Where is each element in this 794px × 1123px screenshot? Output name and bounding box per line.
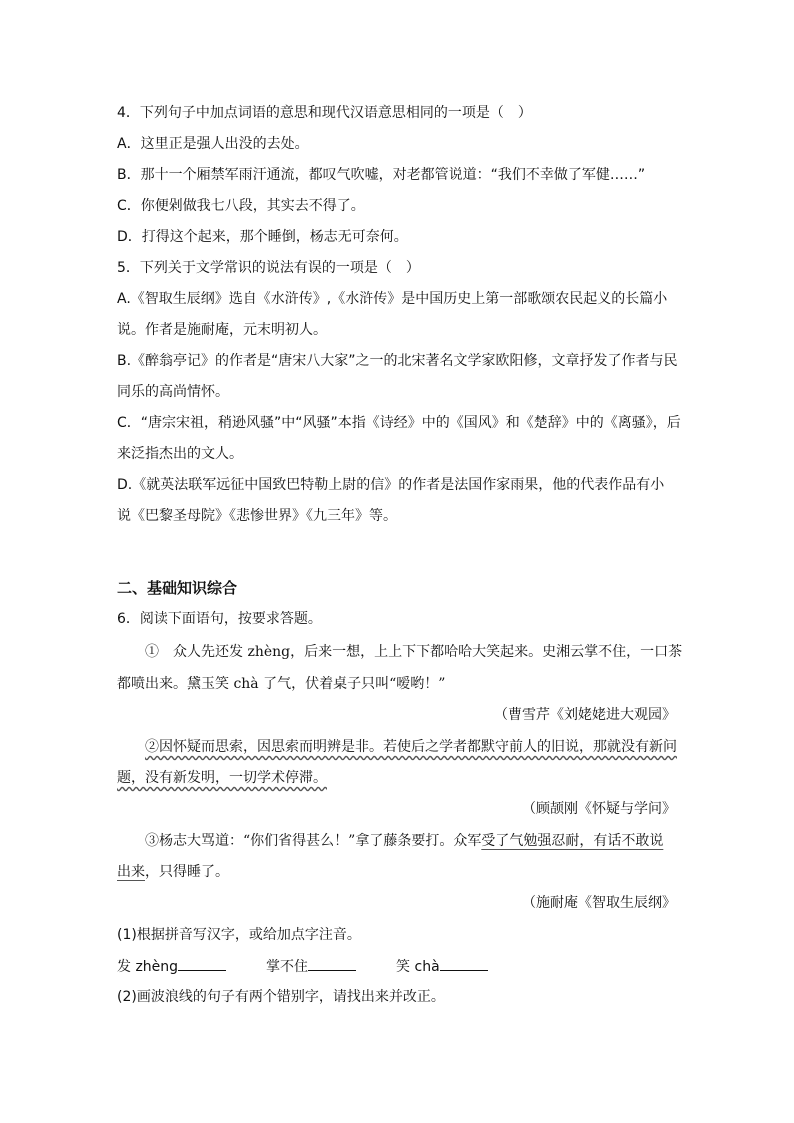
answer-blank-3[interactable] — [440, 956, 488, 971]
q5-option-c-line2: 来泛指杰出的文人。 — [117, 446, 243, 462]
q6-blanks — [117, 956, 676, 977]
passage-3-line1 — [145, 831, 676, 851]
q4-option-d: D．打得这个起来，那个睡倒，杨志无可奈何。 — [117, 229, 408, 245]
passage-3-text: ③杨志大骂道：“你们省得甚么！”拿了藤条要打。众军 — [145, 833, 482, 849]
q4-option-a: A．这里正是强人出没的去处。 — [117, 136, 309, 152]
q5-option-a-line1: A.《智取生辰纲》选自《水浒传》,《水浒传》是中国历史上第一部歌颂农民起义的长篇小 — [117, 291, 668, 307]
q4-option-c: C．你便剁做我七八段，其实去不得了。 — [117, 198, 365, 214]
q5-option-d-line1: D.《就英法联军远征中国致巴特勒上尉的信》的作者是法国作家雨果，他的代表作品有小 — [117, 477, 665, 493]
passage-1-line1: ① 众人先还发 zhèng，后来一想，上上下下都哈哈大笑起来。史湘云掌不住，一口茶 — [145, 644, 683, 660]
wavy-sentence-part1: ②因怀疑而思索，因思索而明辨是非。若使后之学者都默守前人的旧说，那就没有新问 — [145, 739, 677, 755]
section-2-title: 二、基础知识综合 — [117, 579, 238, 597]
q5-option-b-line1: B.《醉翁亭记》的作者是“唐宋八大家”之一的北宋著名文学家欧阳修，文章抒发了作者与民 — [117, 353, 678, 369]
passage-2-line1 — [145, 737, 676, 757]
q4-stem: 4．下列句子中加点词语的意思和现代汉语意思相同的一项是（ ） — [117, 105, 532, 121]
q5-stem: 5．下列关于文学常识的说法有误的一项是（ ） — [117, 260, 420, 276]
passage-2-line2 — [117, 768, 676, 788]
q5-option-a-line2: 说。作者是施耐庵，元末明初人。 — [117, 322, 327, 338]
q4-option-b: B．那十一个厢禁军雨汗通流，都叹气吹嘘，对老都管说道：“我们不幸做了军健……” — [117, 167, 646, 183]
blank-label-zhangbuzhu: 掌不住 — [266, 959, 309, 975]
underlined-phrase-part2: 出来 — [117, 864, 145, 880]
passage-3-line2 — [117, 862, 676, 882]
q5-option-c-line1: C．“唐宗宋祖，稍逊风骚”中“风骚”本指《诗经》中的《国风》和《楚辞》中的《离骚》，后 — [117, 415, 681, 431]
passage-2-source: （顾颉刚《怀疑与学问》 — [522, 801, 676, 817]
q6-sub2: (2)画波浪线的句子有两个错别字，请找出来并改正。 — [117, 989, 445, 1005]
q6-sub1: (1)根据拼音写汉字，或给加点字注音。 — [117, 927, 361, 943]
wavy-sentence-part2: 题，没有新发明，一切学术停滞。 — [117, 770, 327, 786]
passage-1-line2: 都喷出来。黛玉笑 chà 了气，伏着桌子只叫“嗳哟！” — [117, 676, 446, 692]
blank-label-cha: 笑 chà — [396, 959, 440, 975]
blank-label-zheng: 发 zhèng — [117, 959, 179, 975]
underlined-phrase-part1: 受了气勉强忍耐，有话不敢说 — [481, 833, 664, 849]
answer-blank-2[interactable] — [308, 956, 356, 971]
passage-3-source: （施耐庵《智取生辰纲》 — [522, 895, 676, 911]
passage-3-text-end: ，只得睡了。 — [145, 864, 229, 880]
answer-blank-1[interactable] — [178, 956, 226, 971]
q5-option-b-line2: 同乐的高尚情怀。 — [117, 384, 229, 400]
q5-option-d-line2: 说《巴黎圣母院》《悲惨世界》《九三年》等。 — [117, 508, 397, 524]
q6-stem: 6．阅读下面语句，按要求答题。 — [117, 611, 322, 627]
passage-1-source: （曹雪芹《刘姥姥进大观园》 — [494, 707, 676, 723]
